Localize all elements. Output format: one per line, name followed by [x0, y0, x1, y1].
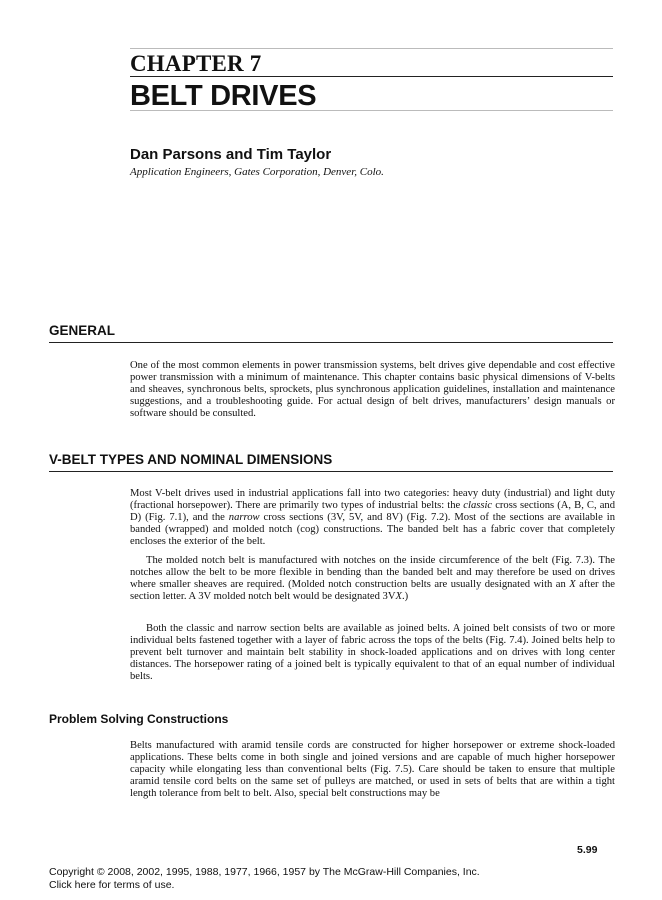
general-heading: GENERAL	[49, 323, 116, 338]
vbelt-paragraph-2	[130, 555, 615, 603]
page-number: 5.99	[577, 844, 598, 856]
affiliation: Application Engineers, Gates Corporation, Denver, Colo.	[130, 166, 384, 178]
copyright-notice: Copyright © 2008, 2002, 1995, 1988, 1977, 1966, 1957 by The McGraw-Hill Companies, Inc.	[49, 866, 480, 878]
vbelt-p1-text-b: cross sections (A, B, C, and D) (Fig. 7.1), and the	[130, 500, 615, 524]
vbelt-paragraph-1	[130, 488, 615, 548]
vbelt-p2-text-c: .)	[401, 591, 409, 603]
problem-solving-heading: Problem Solving Constructions	[49, 712, 229, 726]
chapter-label: CHAPTER 7	[130, 51, 262, 76]
vbelt-p1-text-c: cross sections (3V, 5V, and 8V) (Fig. 7.2). Most of the sections are available in banded (wrapped) and molded notch (cog) constructions. The banded belt has a fabric cover that completely encloses the exterior of the belt.	[130, 512, 615, 548]
problem-solving-paragraph: Belts manufactured with aramid tensile cords are constructed for higher horsepower or extreme shock-loaded applications. These belts come in both single and joined versions and are capable of much higher horsepower capacity while elongating less than conventional belts (Fig. 7.5). Care should be taken to ensure that multiple aramid tensile cord belts on the same set of pulleys are matched, or used in sets of belts that are within a tight length tolerance from belt to belt. Also, special belt constructions may be	[130, 740, 615, 800]
vbelt-p2-text-b: after the section letter. A 3V molded notch belt would be designated 3V	[130, 579, 615, 603]
vbelt-p1-classic: classic	[463, 500, 493, 512]
chapter-title: BELT DRIVES	[130, 80, 317, 112]
vbelt-p2-text-a: The molded notch belt is manufactured with notches on the inside circumference of the belt (Fig. 7.3). The notches allow the belt to be more flexible in bending than the banded belt and may therefore be used on drives where smaller sheaves are required. (Molded notch construction belts are usually designated with an	[130, 555, 615, 591]
authors: Dan Parsons and Tim Taylor	[130, 146, 332, 163]
vbelt-p1-text-a: Most V-belt drives used in industrial applications fall into two categories: heavy duty (industrial) and light duty (fractional horsepower). There are primarily two types of industrial belts: the	[130, 488, 615, 512]
vbelt-p2-x: X	[569, 579, 576, 591]
general-heading-rule	[49, 342, 613, 343]
title-rule	[130, 110, 613, 111]
vbelt-p1-narrow: narrow	[228, 512, 260, 524]
general-paragraph: One of the most common elements in power transmission systems, belt drives give dependable and cost effective power transmission with a minimum of maintenance. This chapter contains basic physical dimensions of V-belts and sheaves, synchronous belts, sprockets, plus synchronous application guidelines, installation and maintenance suggestions, and a troubleshooting guide. For actual design of belt drives, manufacturers’ design manuals or software should be consulted.	[130, 360, 615, 420]
vbelt-p2-x2: X	[395, 591, 402, 603]
vbelt-heading-rule	[49, 471, 613, 472]
top-rule	[130, 48, 613, 49]
vbelt-heading: V-BELT TYPES AND NOMINAL DIMENSIONS	[49, 452, 333, 467]
terms-of-use-link[interactable]: Click here for terms of use.	[49, 879, 175, 891]
vbelt-paragraph-3: Both the classic and narrow section belts are available as joined belts. A joined belt consists of two or more individual belts fastened together with a layer of fabric across the tops of the belts (Fig. 7.4). Joined belts help to prevent belt turnover and maintain belt stability in shock-loaded applications and on drives with long center distances. The horsepower rating of a joined belt is typically equivalent to that of an equal number of individual belts.	[130, 623, 615, 683]
chapter-rule	[130, 76, 613, 77]
